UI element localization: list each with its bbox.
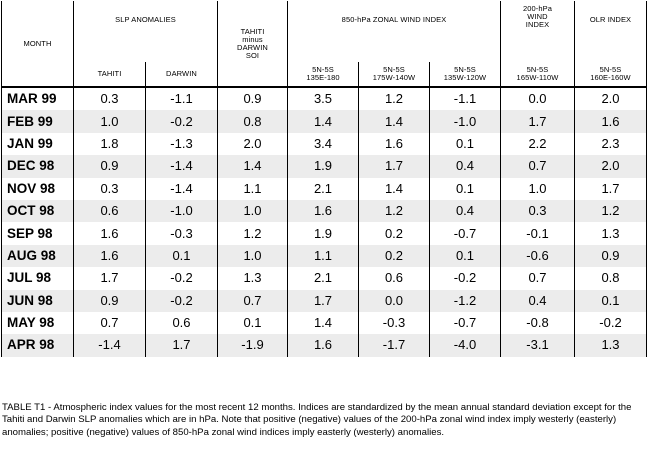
table-row [2, 245, 647, 267]
header-z2-line2: 175W-140W [372, 73, 416, 82]
table-row [2, 334, 647, 356]
cell-tahiti: 0.9 [74, 290, 146, 312]
cell-w200: 0.3 [501, 200, 575, 222]
cell-tahiti: 1.6 [74, 222, 146, 244]
header-z2-line1: 5N-5S [383, 65, 405, 74]
cell-z2: -0.3 [359, 312, 430, 334]
caption-label: TABLE T1 - [2, 402, 52, 413]
cell-z1: 1.1 [288, 245, 359, 267]
cell-z1: 1.7 [288, 290, 359, 312]
cell-tahiti: 0.7 [74, 312, 146, 334]
cell-w200: 0.4 [501, 290, 575, 312]
cell-z1: 1.4 [288, 312, 359, 334]
header-w200-line2: 165W-110W [516, 73, 559, 82]
caption-text: Atmospheric index values for the most recent 12 months. Indices are standardized by the mean annual standard deviation except for the Tahiti and Darwin SLP anomalies which are in hPa. Note that positive (negative) values of the 200-hPa zonal wind index imply westerly (easterly) anomalies; positive (negative) values of 850-hPa zonal wind indices imply easterly (westerly) anomalies. [2, 402, 632, 438]
row-month: SEP 98 [2, 222, 74, 244]
cell-z3: -0.7 [430, 222, 501, 244]
cell-soi: 1.0 [218, 200, 288, 222]
cell-darwin: 0.1 [146, 245, 218, 267]
row-month: AUG 98 [2, 245, 74, 267]
cell-z1: 3.4 [288, 133, 359, 155]
cell-w200: 0.0 [501, 87, 575, 110]
table-row [2, 178, 647, 200]
cell-soi: 1.2 [218, 222, 288, 244]
header-slp-anomalies-label: SLP ANOMALIES [115, 15, 176, 24]
cell-z2: 1.7 [359, 155, 430, 177]
table-row [2, 110, 647, 132]
cell-darwin: -1.0 [146, 200, 218, 222]
cell-w200: 1.7 [501, 110, 575, 132]
cell-olr: 1.7 [575, 178, 647, 200]
cell-olr: 1.2 [575, 200, 647, 222]
cell-olr: 2.0 [575, 155, 647, 177]
cell-olr: 0.1 [575, 290, 647, 312]
cell-tahiti: 0.9 [74, 155, 146, 177]
cell-w200: -0.1 [501, 222, 575, 244]
header-tahiti: TAHITI [74, 62, 146, 87]
table-row [2, 290, 647, 312]
cell-soi: 2.0 [218, 133, 288, 155]
table-header [2, 1, 647, 87]
header-month: MONTH [2, 1, 74, 87]
cell-soi: 0.8 [218, 110, 288, 132]
table-body [2, 87, 647, 357]
table-row [2, 87, 647, 110]
header-z1-line1: 5N-5S [312, 65, 334, 74]
cell-darwin: 1.7 [146, 334, 218, 356]
cell-z3: 0.4 [430, 155, 501, 177]
header-olr-label: OLR INDEX [589, 15, 632, 24]
cell-olr: -0.2 [575, 312, 647, 334]
header-w200-line1: 5N-5S [526, 65, 549, 74]
row-month: MAR 99 [2, 87, 74, 110]
header-olr-line2: 160E-160W [590, 73, 631, 82]
cell-tahiti: 1.7 [74, 267, 146, 289]
cell-olr: 1.3 [575, 222, 647, 244]
table-row [2, 155, 647, 177]
cell-olr: 1.3 [575, 334, 647, 356]
table-row [2, 222, 647, 244]
cell-z1: 1.6 [288, 334, 359, 356]
cell-darwin: -0.3 [146, 222, 218, 244]
cell-z2: 0.2 [359, 245, 430, 267]
cell-z3: 0.1 [430, 245, 501, 267]
header-soi-line3: DARWIN [237, 42, 268, 52]
header-olr-index [575, 1, 647, 62]
row-month: NOV 98 [2, 178, 74, 200]
header-200hpa-165w-110w [501, 62, 575, 87]
cell-w200: 1.0 [501, 178, 575, 200]
cell-tahiti: 1.8 [74, 133, 146, 155]
header-200hpa-line1: 200-hPa [522, 4, 553, 13]
header-zonal-wind-index [288, 1, 501, 62]
row-month: APR 98 [2, 334, 74, 356]
header-olr-160e-160w [575, 62, 647, 87]
cell-z2: 1.4 [359, 110, 430, 132]
cell-soi: 1.3 [218, 267, 288, 289]
table-row [2, 200, 647, 222]
header-zonal-135w-120w [430, 62, 501, 87]
cell-soi: 1.4 [218, 155, 288, 177]
cell-tahiti: 1.6 [74, 245, 146, 267]
cell-olr: 2.0 [575, 87, 647, 110]
cell-z3: -4.0 [430, 334, 501, 356]
row-month: DEC 98 [2, 155, 74, 177]
cell-soi: -1.9 [218, 334, 288, 356]
header-200hpa-wind [501, 1, 575, 62]
cell-tahiti: -1.4 [74, 334, 146, 356]
cell-olr: 2.3 [575, 133, 647, 155]
cell-soi: 0.1 [218, 312, 288, 334]
cell-darwin: 0.6 [146, 312, 218, 334]
cell-z1: 1.4 [288, 110, 359, 132]
cell-soi: 1.0 [218, 245, 288, 267]
cell-z3: 0.4 [430, 200, 501, 222]
cell-olr: 0.9 [575, 245, 647, 267]
header-soi-line4: SOI [245, 50, 260, 60]
row-month: MAY 98 [2, 312, 74, 334]
header-200hpa-line2: WIND [527, 12, 548, 21]
table-container [1, 1, 646, 357]
cell-tahiti: 0.3 [74, 178, 146, 200]
header-zonal-175w-140w [359, 62, 430, 87]
header-soi [218, 1, 288, 87]
cell-z1: 1.9 [288, 155, 359, 177]
header-200hpa-line3: INDEX [525, 20, 550, 29]
header-z3-line2: 135W-120W [443, 73, 487, 82]
cell-w200: -0.6 [501, 245, 575, 267]
cell-tahiti: 1.0 [74, 110, 146, 132]
cell-darwin: -1.1 [146, 87, 218, 110]
header-z3-line1: 5N-5S [454, 65, 476, 74]
cell-z3: -1.0 [430, 110, 501, 132]
header-darwin: DARWIN [146, 62, 218, 87]
cell-z1: 2.1 [288, 267, 359, 289]
header-zonal-wind-label: 850-hPa ZONAL WIND INDEX [341, 15, 447, 24]
cell-z2: 1.2 [359, 200, 430, 222]
header-z1-line2: 135E-180 [306, 73, 340, 82]
cell-w200: 0.7 [501, 155, 575, 177]
cell-z2: 1.4 [359, 178, 430, 200]
cell-olr: 1.6 [575, 110, 647, 132]
cell-darwin: -0.2 [146, 290, 218, 312]
row-month: JAN 99 [2, 133, 74, 155]
cell-z2: 1.6 [359, 133, 430, 155]
cell-z1: 2.1 [288, 178, 359, 200]
cell-w200: -0.8 [501, 312, 575, 334]
table-row [2, 267, 647, 289]
cell-z1: 3.5 [288, 87, 359, 110]
header-soi-line2: minus [242, 34, 263, 44]
header-slp-anomalies [74, 1, 218, 62]
cell-z2: 1.2 [359, 87, 430, 110]
cell-z1: 1.6 [288, 200, 359, 222]
cell-darwin: -1.4 [146, 155, 218, 177]
cell-z3: -0.2 [430, 267, 501, 289]
cell-z2: 0.2 [359, 222, 430, 244]
table-caption [2, 402, 644, 439]
row-month: JUL 98 [2, 267, 74, 289]
cell-z2: -1.7 [359, 334, 430, 356]
row-month: JUN 98 [2, 290, 74, 312]
cell-w200: 0.7 [501, 267, 575, 289]
cell-darwin: -0.2 [146, 110, 218, 132]
table-row [2, 312, 647, 334]
row-month: OCT 98 [2, 200, 74, 222]
cell-olr: 0.8 [575, 267, 647, 289]
cell-darwin: -1.4 [146, 178, 218, 200]
atmospheric-index-table [1, 1, 647, 357]
cell-darwin: -1.3 [146, 133, 218, 155]
cell-z3: -1.2 [430, 290, 501, 312]
header-olr-line1: 5N-5S [599, 65, 622, 74]
cell-z3: 0.1 [430, 178, 501, 200]
table-row [2, 133, 647, 155]
cell-z1: 1.9 [288, 222, 359, 244]
cell-z3: -1.1 [430, 87, 501, 110]
cell-tahiti: 0.3 [74, 87, 146, 110]
row-month: FEB 99 [2, 110, 74, 132]
cell-tahiti: 0.6 [74, 200, 146, 222]
cell-z2: 0.0 [359, 290, 430, 312]
cell-z2: 0.6 [359, 267, 430, 289]
cell-w200: -3.1 [501, 334, 575, 356]
cell-w200: 2.2 [501, 133, 575, 155]
cell-z3: -0.7 [430, 312, 501, 334]
cell-soi: 1.1 [218, 178, 288, 200]
cell-darwin: -0.2 [146, 267, 218, 289]
header-soi-line1: TAHITI [240, 26, 265, 36]
cell-soi: 0.7 [218, 290, 288, 312]
header-zonal-135e-180 [288, 62, 359, 87]
cell-soi: 0.9 [218, 87, 288, 110]
cell-z3: 0.1 [430, 133, 501, 155]
